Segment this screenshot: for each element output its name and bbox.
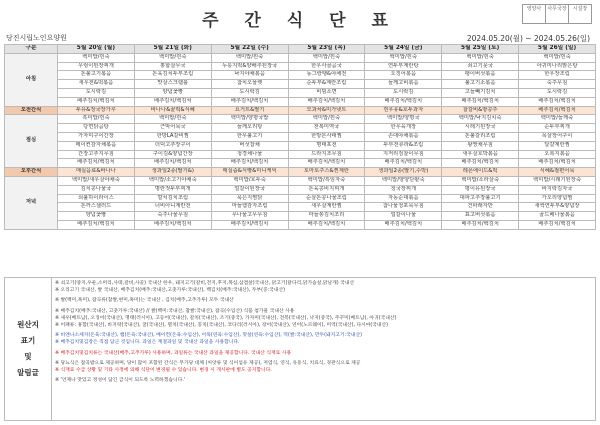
notice-line: ※ 비엔나소세지(돈육:국내산), 햄(돈육:국내산), 베이컨(돈육:수입산), 어묵(연육:수입산), 맛살(연육:수입산), 떡(쌀:국내산), 만두(돼지고기:국내산) [55,333,362,339]
menu-cell: 손대야채볶음 [365,132,442,141]
menu-cell: 쇠고기뭇국 [442,62,519,71]
menu-cell: 두부전류라&조림 [365,141,442,150]
menu-cell: 백미밥/흰죽 [134,115,211,124]
menu-cell: 흰우유&호두과자 [365,106,442,115]
menu-cell: 백미밥/흰죽 [58,53,135,62]
menu-cell: 백미밥/흰죽 [288,115,365,124]
menu-cell: 표고버섯볶음 [442,212,519,221]
menu-cell: 양념꽃빵 [58,212,135,221]
menu-cell: 김치콩나물국 [58,185,135,194]
meal-row [5,53,596,62]
menu-cell: 무나물고무무침 [211,212,288,221]
menu-cell: 도시락김 [519,88,596,97]
menu-cell: 배추김치/백김치 [519,220,596,229]
menu-cell: 깔치김치조림 [134,194,211,203]
menu-body [5,53,596,229]
menu-cell: 식혜&절편어묵 [519,168,596,177]
menu-cell: 백미밥/흰죽 [519,53,596,62]
meal-row [5,176,596,185]
meal-label: 오후간식 [5,168,58,177]
menu-cell: 마늘쫑김치조리 [288,212,365,221]
menu-cell: 두유&정국장가루 [58,106,135,115]
menu-cell: 배추김치/백김치 [288,97,365,106]
menu-cell: 백미밥/양평국 [365,115,442,124]
meal-row [5,88,596,97]
notes-label [5,278,52,420]
menu-cell: 간장고추지무침 [58,150,135,159]
menu-cell: 배추김치/백김치 [211,159,288,168]
notice-line: ※ '언제나 맛있고 정성이 담긴 급식이 되도록 노력하겠습니다.' [55,378,186,384]
menu-cell: 배추김치/백김치 [442,159,519,168]
menu-cell: 백미밥/흰죽 [211,53,288,62]
menu-cell: 돈까스샐러드 [58,203,135,212]
notes-label-line: 알림글 [17,368,39,377]
meal-row [5,203,596,212]
snack-row [5,168,596,177]
menu-cell: 백미밥/낙지김치죽 [442,115,519,124]
menu-cell: 비빔소면 [288,88,365,97]
menu-cell: 시래기된장국 [442,124,519,133]
meal-label: 오전간식 [5,106,58,115]
menu-cell: 요거트&딸기 [211,106,288,115]
column-header: 5월 23일 (목) [288,45,365,54]
menu-cell: 참치오믈렛 [211,80,288,89]
menu-cell: 한우육개장 [365,124,442,133]
notice-line: ※ 식재료 수급 상황 및 기타 사정에 의해 식단이 변경될 수 있습니다. 변경 시 게시판에 별도 공지합니다. [55,368,272,374]
approval-box [522,4,592,24]
menu-cell: 배추김치/백김치 [134,220,211,229]
menu-cell: 불고기소볶음 [442,80,519,89]
menu-cell: 대파고추장불고기 [442,194,519,203]
menu-cell: 얼갈이나물 [365,212,442,221]
menu-cell: 한방LA갈비찜 [134,132,211,141]
meal-row [5,212,596,221]
menu-cell: 더덕고추장구이 [134,141,211,150]
signature-cell: 시설장 [568,5,591,23]
menu-cell: 당면닭곰탕 [58,124,135,133]
menu-cell: 순두부찌개 [519,124,596,133]
notice-line: ※ 오리고기 국내산, 쌀 국내산, 배추김치(배추:국내산,고춧가루:국내산), 백김치(배추:국내산), 두부(콩:국내산) [55,288,285,294]
menu-cell: 배추김치/백김치 [519,106,596,115]
menu-cell: 백미밥/흑임자죽 [288,176,365,185]
menu-cell: 오복지볶음 [519,150,596,159]
menu-cell: 배추김치/백김치 [58,159,135,168]
menu-cell: 양념꽃빵 [134,88,211,97]
notice-line: ※ 새우(베트남), 오징어(국내산), 명태(러시아), 고등어(국내산), 갈치(국내산), 조기(중국), 가자미(국내산), 전복(국내산), 낙지(중국), 주꾸미(베트남), 아귀(국내산) [55,315,397,321]
menu-cell: 배추김치/백김치 [134,159,211,168]
menu-cell: 새우살호박볶음 [442,150,519,159]
menu-cell: 숙주무침 [519,80,596,89]
meal-row [5,194,596,203]
notes-body [53,280,591,384]
menu-cell: 쇠불하이라이스 [58,194,135,203]
menu-cell: 도시락김 [58,88,135,97]
menu-cell: 가자미구이간장 [58,132,135,141]
menu-cell: 찰갈비&땅콩주 [442,106,519,115]
menu-cell: 백미밥/소고기야채죽 [134,176,211,185]
menu-cell: 전복미역국 [288,124,365,133]
meal-row [5,71,596,80]
signature-cell: 영양사 [526,6,542,12]
menu-cell: 배추김치/백김치 [58,220,135,229]
menu-cell: 골드배나물볶음 [519,212,596,221]
menu-cell: 백미밥/양양단팥죽 [365,176,442,185]
menu-cell: 새우살계란찜 [288,203,365,212]
meal-row [5,97,596,106]
notice-line: ※ 쌀(백미,흑미), 잡곡류(찹쌀,현미,흑미)는 국내산 , 김치(배추,고추가루) 모두 국내산 [55,298,234,304]
menu-cell: 돈육김치두부조림 [134,71,211,80]
menu-cell: 도시락김 [365,88,442,97]
menu-cell: 누룽지떡&양배추된장국 [211,62,288,71]
notice-line: ※ 배추김치및김장은 직접 담근 것입니다. 과일은 계절과일 및 국내산 과일을 사용합니다. [55,340,240,346]
menu-cell: 들깨고비볶음 [365,80,442,89]
meal-row [5,124,596,133]
menu-cell: 백미밥/흰죽 [134,53,211,62]
notes-section [4,277,596,421]
menu-cell: 한우사골곰국 [288,62,365,71]
menu-cell: 들깨오리탕 [211,124,288,133]
menu-cell: 흑미밥/흰죽 [58,115,135,124]
menu-cell: 백미밥/시래기된장죽 [519,176,596,185]
menu-cell: 백미밥/흰죽 [442,53,519,62]
menu-cell: 너비아니계란전 [134,203,211,212]
menu-cell: 배추김치/백김치 [365,220,442,229]
notes-label-line: 표기 [20,336,36,345]
menu-cell: 새우전&떡볶음 [58,80,135,89]
menu-cell: 구이김&양념간장 [134,150,211,159]
menu-cell: 순살돈콩나물조림 [288,194,365,203]
menu-cell: 메이컨감자채볶음 [58,141,135,150]
menu-cell: 배추김치/백김치 [211,220,288,229]
menu-cell: 고들빼기김치 [442,88,519,97]
menu-cell: 맛살스크램블 [134,80,211,89]
menu-cell: 지저리검찰이무침 [365,150,442,159]
notice-line: ※ 배추김치(배추:국내산, 고춧가루:국내산) // 쌀(백미:국내산, 찹쌀:국내산), 잡곡(수입산) 식품 첨가물 국내산 사용 [55,308,295,314]
menu-cell: 참나물청포묵무침 [365,203,442,212]
menu-cell: 드라지조무침 [288,150,365,159]
menu-cell: 한우불고기 [211,132,288,141]
menu-cell: 배추김치/백김치 [288,220,365,229]
notice-line: ※ 배추김치및김치류는 국내산(배추,고추가루) 사용하며, 과일류는 국내산 과일을 제공합니다. 국내산 식재료 사용 [55,350,292,356]
menu-cell: 생과일2종(딸기,수박) [365,168,442,177]
menu-cell: 숙주나물무침 [134,212,211,221]
column-header: 5월 25일 (토) [442,45,519,54]
menu-cell: 매실즙&식빵&미니케익 [211,168,288,177]
meal-row [5,132,596,141]
menu-cell: 목살장어구이 [519,132,596,141]
menu-cell: 우렁이된장찌개 [58,62,135,71]
signature-cell: 사무국장 [545,5,568,23]
meal-row [5,150,596,159]
menu-cell: 새싹연두부&양념장 [519,203,596,212]
menu-cell: 배추김치/백김치 [442,220,519,229]
meal-row [5,80,596,89]
menu-cell: 배추김치/백김치 [519,97,596,106]
menu-cell: 청국장찌개 [365,185,442,194]
menu-cell: 매실음료&바나나 [58,168,135,177]
menu-cell: 돈육콩비지찌개 [288,185,365,194]
menu-cell: 오징어볶음 [365,71,442,80]
menu-cell: 도시락김 [211,88,288,97]
menu-cell: 백미밥/양평국밥 [211,115,288,124]
menu-cell: 마늘햄감자조림 [211,203,288,212]
menu-cell: 생과일2종(딸기&) [134,168,211,177]
menu-cell: 가오리양념찜 [519,194,596,203]
meal-label: 아침 [5,53,58,106]
meal-row [5,159,596,168]
meal-label: 점심 [5,115,58,168]
weekly-menu-table [4,44,596,230]
meal-label: 저녁 [5,176,58,229]
notes-label-line: 원산지 [17,320,39,329]
column-header: 구분 [5,45,58,54]
organization-name: 당진시립노인요양원 [6,34,67,42]
menu-cell: 팽이버섯볶음 [442,71,519,80]
menu-cell: 달걀계란찜 [519,141,596,150]
menu-cell: 왕짱채무침 [442,141,519,150]
menu-cell: 배추김치/백김치 [365,97,442,106]
menu-cell: 바지락김자국 [519,185,596,194]
menu-cell: 돈불고기볶음 [58,71,135,80]
column-header: 5월 22일 (수) [211,45,288,54]
column-header: 5월 20일 (월) [58,45,135,54]
menu-cell: 배추김치/백김치 [365,159,442,168]
menu-cell: 아귀미나리맑은탕 [519,62,596,71]
menu-cell: 청경채나물 [211,150,288,159]
menu-cell: 배추김치/백김치 [211,97,288,106]
menu-cell: 바나나&꿀떡&식혜 [134,106,211,115]
menu-cell: 자동순대볶음 [365,194,442,203]
menu-cell: 레몬에이드&떡 [442,168,519,177]
menu-cell: 돈불갈리조림 [442,132,519,141]
header-row [5,45,596,54]
menu-cell: 동그랑땡&야채전 [288,71,365,80]
column-header: 5월 26일 (일) [519,45,596,54]
menu-cell: 연두부계란탕 [365,62,442,71]
notice-line: ※ 쇠고기(양지,우둔,소머리,사태,갈비,사골) 국내산 한우, 돼지고기(갈비,전지,후지,목심,삼겹살)국내산, 닭고기(닭다리,닭가슴살,닭날개) 국내산 [55,281,355,286]
meal-row [5,115,596,124]
menu-cell: 백미밥/새우살야채죽 [58,176,135,185]
menu-cell: 순두부&계란조림 [288,80,365,89]
snack-row [5,106,596,115]
column-header: 5월 21일 (화) [134,45,211,54]
menu-cell: 버섯잡채 [211,141,288,150]
meal-row [5,62,596,71]
meal-row [5,141,596,150]
notice-line: ※ 당뇨식은 잡곡밥으로 제공하며, 당이 많이 포함된 간식은 무가당 대체 (씨앗류 및 식이섬유 제공), 저염식, 연식, 유동식, 치료식, 경관식으로 제공 [55,360,361,366]
notice-line: ※ 어패류: 홍합(국내산), 바지락(국내산), 굴(국내산), 멸치(국내산), 꽁치(국내산), 코다리(러시아), 장어(국내산), 연어(노르웨이), 미역(국내산), 다시마(국내산) [55,323,389,329]
menu-cell: 배추김치/백김치 [134,97,211,106]
menu-cell: 배추김치/백김치 [288,159,365,168]
menu-cell: 한우장조림 [519,71,596,80]
menu-cell: 배추김치/백김치 [58,97,135,106]
menu-cell: 낙지야채볶음 [211,71,288,80]
menu-cell: 근막어묵국 [134,124,211,133]
menu-cell: 건파래자반 [442,203,519,212]
page-title: 주 간 식 단 표 [202,11,398,31]
menu-cell: 명태포전 [288,141,365,150]
menu-cell: 배추김치/백김치 [442,97,519,106]
menu-cell: 한방돈사태찜 [288,132,365,141]
menu-cell: 토마토주스&찐계란 [288,168,365,177]
menu-cell: 백미밥/들깨죽 [519,115,596,124]
menu-cell: 백미밥/흰죽 [288,53,365,62]
menu-cell: 홍합살무국 [134,62,211,71]
menu-cell: 모과차&미가넷트 [288,106,365,115]
menu-cell: 명란젓두부찌개 [134,185,211,194]
menu-cell: 백미밥/호두죽 [211,176,288,185]
menu-cell: 백미밥/소라살죽 [442,176,519,185]
meal-row [5,220,596,229]
notes-label-line: 및 [24,352,32,361]
menu-cell: 배추김치/백김치 [519,159,596,168]
menu-cell: 평이유된장국 [442,185,519,194]
menu-cell: 묵은지찜닭 [211,194,288,203]
menu-cell: 얼갈이된장국 [211,185,288,194]
column-header: 5월 24일 (금) [365,45,442,54]
meal-row [5,185,596,194]
menu-cell: 백미밥/흰죽 [365,53,442,62]
menu-period: 2024.05.20(월) ~ 2024.05.26(일) [466,34,590,43]
